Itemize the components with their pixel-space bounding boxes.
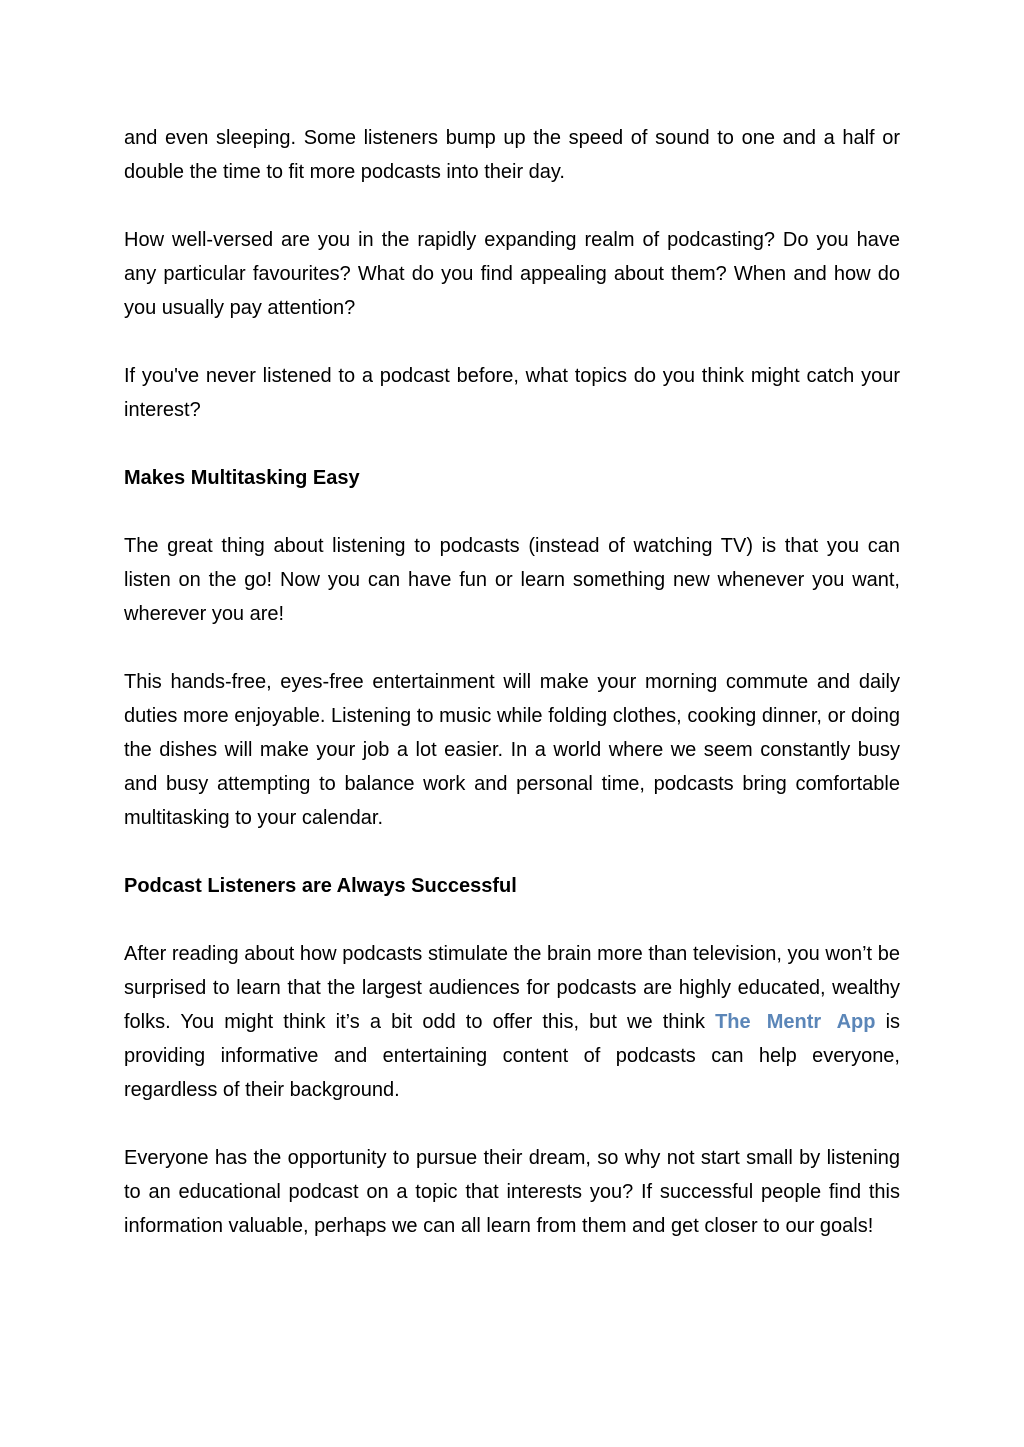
paragraph-6-text-before-link: After reading about how podcasts stimulate the brain more than television, you won’t be surprised to learn that the largest audiences for podcasts are highly educated, wealthy folks. You might think it’s a bit odd to offer this, but we think [124, 943, 900, 1033]
document-page [124, 121, 900, 1277]
heading-makes-multitasking-easy: Makes Multitasking Easy [124, 467, 360, 489]
paragraph-6 [124, 937, 900, 1107]
paragraph-5: This hands-free, eyes-free entertainment will make your morning commute and daily duties more enjoyable. Listening to music while folding clothes, cooking dinner, or doing the dishes will make your job a lot easier. In a world where we seem constantly busy and busy attempting to balance work and personal time, podcasts bring comfortable multitasking to your calendar. [124, 671, 900, 829]
the-mentr-app-link[interactable]: The Mentr App [715, 1011, 876, 1033]
heading-podcast-listeners-successful: Podcast Listeners are Always Successful [124, 875, 517, 897]
paragraph-3: If you've never listened to a podcast before, what topics do you think might catch your interest? [124, 365, 900, 421]
paragraph-4: The great thing about listening to podcasts (instead of watching TV) is that you can listen on the go! Now you can have fun or learn something new whenever you want, wherever you are! [124, 535, 900, 625]
paragraph-7: Everyone has the opportunity to pursue their dream, so why not start small by listening to an educational podcast on a topic that interests you? If successful people find this information valuable, perhaps we can all learn from them and get closer to our goals! [124, 1147, 900, 1237]
paragraph-6-text-after-link: is providing informative and entertaining content of podcasts can help everyone, regardless of their background. [124, 1011, 901, 1101]
paragraph-1: and even sleeping. Some listeners bump up the speed of sound to one and a half or double the time to fit more podcasts into their day. [124, 127, 900, 183]
paragraph-2: How well-versed are you in the rapidly expanding realm of podcasting? Do you have any particular favourites? What do you find appealing about them? When and how do you usually pay attention? [124, 229, 900, 319]
